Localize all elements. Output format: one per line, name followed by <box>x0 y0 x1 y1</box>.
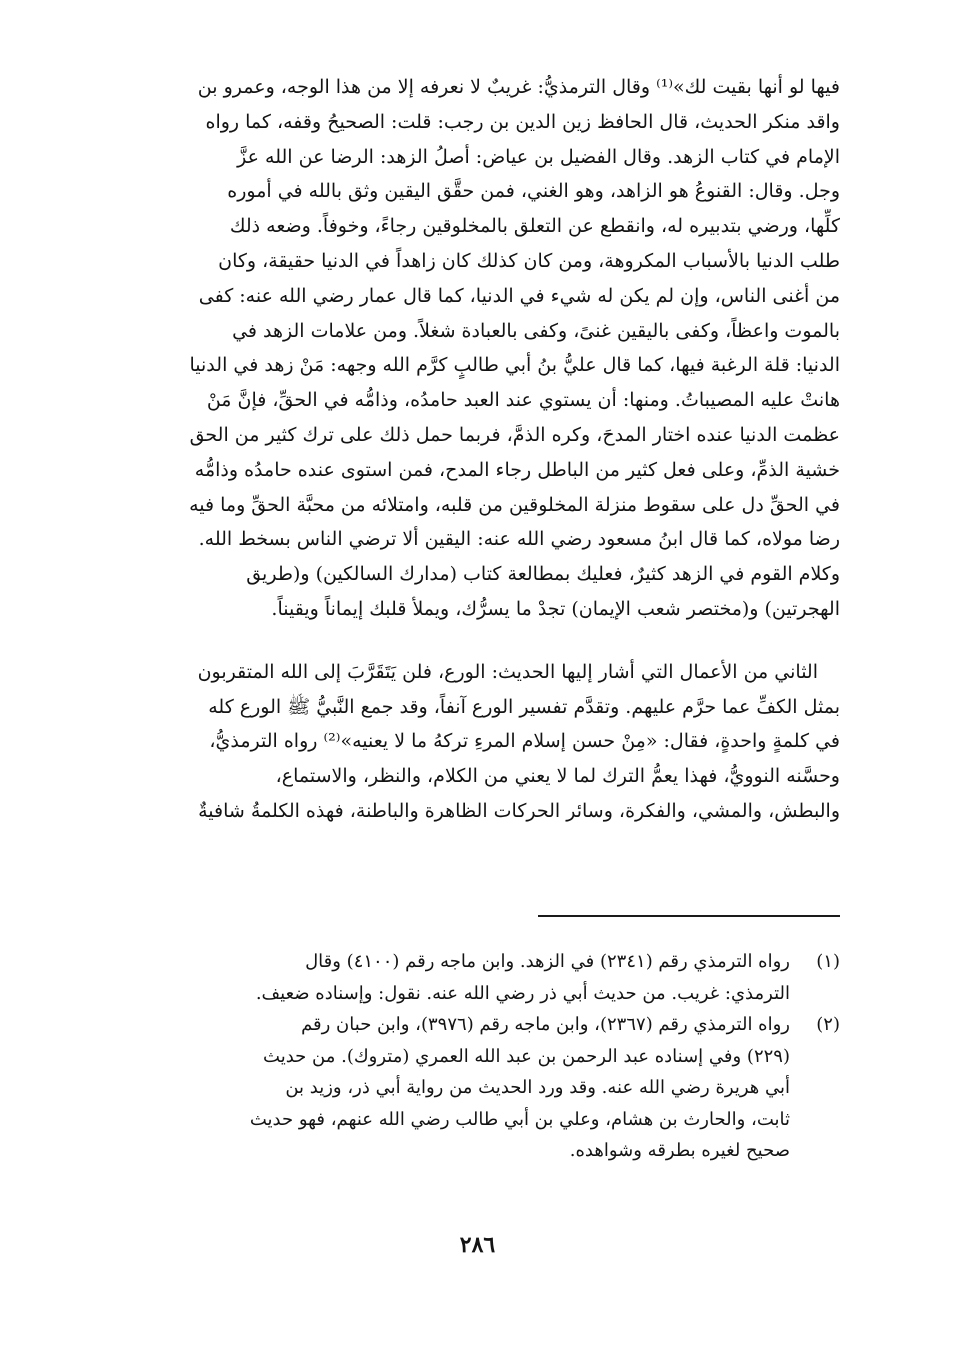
text-line: خشية الذمِّ، وعلى فعل كثير من الباطل رجاء المدح، فمن استوى عنده حامدُه وذامُّه <box>194 458 840 481</box>
text-line: كلِّها، ورضي بتدبيره له، وانقطع عن التعلق بالمخلوقين رجاءً، وخوفاً. وضعه ذلك <box>229 215 840 238</box>
text-line: في الحقِّ دل على سقوط منزلة المخلوقين من قلبه، وامتلائه من محبَّة الحقِّ وما فيه <box>189 493 840 516</box>
footnote-text: رواه الترمذي رقم (٢٣٤١) في الزهد. وابن ماجه رقم (٤١٠٠) وقال <box>305 951 790 972</box>
text-line: وحسَّنه النوويُّ، فهذا يعمُّ الترك لما لا يعني من الكلام، والنظر، والاستماع، <box>275 765 840 788</box>
footnote-line: (٢٢٩) وفي إسناده عبد الرحمن بن عبد الله العمري (متروك). من حديث <box>263 1045 790 1067</box>
text-line: رضا مولاه، كما قال ابنُ مسعود رضي الله عنه: اليقين ألا ترضي الناس بسخط الله. <box>198 528 840 551</box>
footnote-line: الترمذي: غريب. من حديث أبي ذر رضي الله عنه. نقول: وإسناده ضعيف. <box>255 982 790 1004</box>
text-line: الهجرتين) و(مختصر شعب الإيمان) تجدْ ما يسرُّك، ويملأ قلبك إيماناً ويقيناً. <box>271 597 840 620</box>
text-line: من أغنى الناس، وإن لم يكن له شيء في الدنيا، كما قال عمار رضي الله عنه: كفى <box>198 284 840 307</box>
text-line: بمثل الكفِّ عما حرَّم عليهم. وتقدَّم تفسير الورع آنفاً، وقد جمع النَّبيُّ ﷺ الورع كله <box>208 695 840 718</box>
text-line: هانتْ عليه المصيباتُ. ومنها: أن يستوي عند العبد حامدُه، وذامُّه في الحقِّ، فإنَّ مَنْ <box>206 389 840 412</box>
footnote-separator <box>538 915 840 917</box>
text-line: الثاني من الأعمال التي أشار إليها الحديث: الورع، فلن يَتَقَرَّبَ إلى الله المتقربون <box>197 660 818 683</box>
page-number: ٢٨٦ <box>459 1232 496 1258</box>
text-line: وجل. وقال: القنوعُ هو الزاهد، وهو الغني، فمن حقَّق اليقين وثق بالله في أموره <box>227 180 840 203</box>
text-line: واقد منكر الحديث، قال الحافظ زين الدين بن رجب: قلت: الصحيحُ وقفه، كما رواه <box>205 110 840 133</box>
footnote-line <box>128 1009 840 1041</box>
footnote-line: أبي هريرة رضي الله عنه. وقد ورد الحديث من رواية أبي ذر، وزيد بن <box>285 1077 790 1098</box>
text-line: بالموت واعظاً، وكفى باليقين غنىً، وكفى بالعبادة شغلاً. ومن علامات الزهد في <box>232 319 840 342</box>
main-text <box>128 70 840 829</box>
text-line: الإمام في كتاب الزهد. وقال الفضيل بن عياض: أصلُ الزهد: الرضا عن الله عزَّ <box>237 145 840 168</box>
footnote-number: (٢) <box>816 1014 840 1035</box>
text-line: والبطش، والمشي، والفكرة، وسائر الحركات الظاهرة والباطنة، فهذه الكلمةُ شافيةٌ <box>198 799 840 822</box>
text-line: عظمت الدنيا عنده اختار المدحَ، وكره الذمَّ، فربما حمل ذلك على ترك كثير من الحق <box>189 423 840 446</box>
footnote-2 <box>128 1009 840 1167</box>
text-line: وكلام القوم في الزهد كثيرٌ، فعليك بمطالعة كتاب (مدارك السالكين) و(طريق <box>246 563 840 586</box>
first-paragraph <box>128 70 840 627</box>
footnote-line <box>128 946 840 978</box>
text-line: فيها لو أنها بقيت لك»⁽¹⁾ وقال الترمذيُّ: غريبٌ لا نعرفه إلا من هذا الوجه، وعمرو بن <box>197 76 840 98</box>
footnote-1 <box>128 946 840 1009</box>
footnote-line: صحيح لغيره بطرقه وشواهده. <box>569 1140 790 1161</box>
text-line: طلب الدنيا بالأسباب المكروهة، ومن كان كذلك كان زاهداً في الدنيا حقيقة، وكان <box>218 249 840 272</box>
footnote-text: رواه الترمذي رقم (٢٣٦٧)، وابن ماجه رقم (٣٩٧٦)، وابن حبان رقم <box>301 1014 790 1035</box>
paragraph-gap <box>128 627 840 655</box>
footnotes <box>128 946 840 1167</box>
footnote-number: (١) <box>816 951 840 972</box>
footnote-line: ثابت، والحارث بن هشام، وعلي بن أبي طالب رضي الله عنهم، فهو حديث <box>249 1108 790 1130</box>
text-line: في كلمةٍ واحدةٍ، فقال: «مِنْ حسن إسلام المرءِ تركهُ ما لا يعنيه»⁽²⁾ رواه الترمذيُّ، <box>209 730 840 753</box>
second-paragraph <box>128 655 840 829</box>
text-line: الدنيا: قلة الرغبة فيها، كما قال عليُّ بنُ أبي طالبٍ كرَّم الله وجهه: مَنْ زهد في الدنيا <box>189 354 840 377</box>
